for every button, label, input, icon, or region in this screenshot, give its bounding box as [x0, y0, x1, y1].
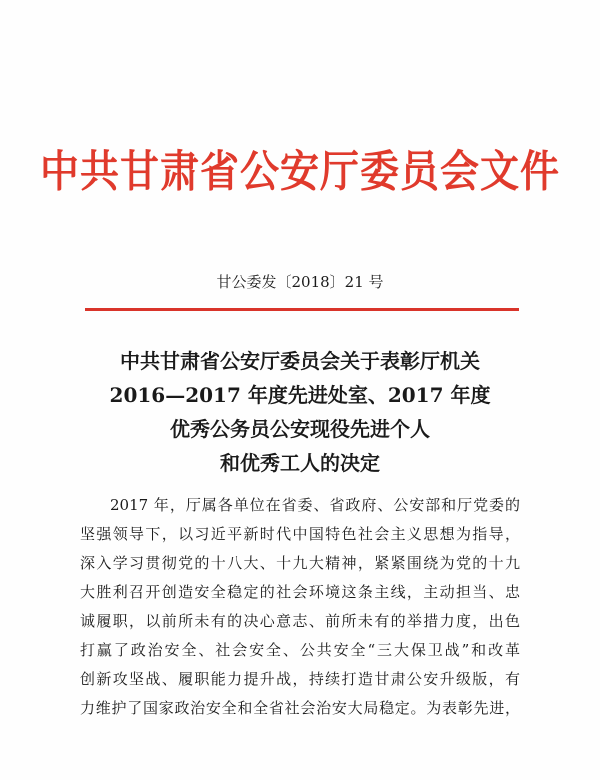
body-line: 2017 年，厅属各单位在省委、省政府、公安部和厅党委的 — [110, 496, 520, 514]
document-number: 甘公委发〔2018〕21 号 — [216, 273, 384, 291]
body-line: 坚强领导下，以习近平新时代中国特色社会主义思想为指导， — [80, 525, 520, 543]
red-separator-line — [85, 308, 519, 311]
title-line: 和优秀工人的决定 — [220, 451, 380, 475]
body-line: 深入学习贯彻党的十八大、十九大精神，紧紧围绕为党的十九 — [80, 554, 520, 572]
body-line: 打赢了政治安全、社会安全、公共安全“三大保卫战”和改革 — [80, 641, 520, 659]
title-line: 优秀公务员公安现役先进个人 — [170, 417, 430, 441]
document-body — [80, 491, 520, 723]
body-line: 大胜利召开创造安全稳定的社会环境这条主线，主动担当、忠 — [80, 583, 520, 601]
document-masthead: 中共甘肃省公安厅委员会文件 — [39, 146, 560, 198]
document-title — [0, 344, 600, 480]
body-line: 诚履职，以前所未有的决心意志、前所未有的举措力度，出色 — [80, 612, 520, 630]
body-line: 力维护了国家政治安全和全省社会治安大局稳定。为表彰先进， — [80, 699, 520, 717]
body-line: 创新攻坚战、履职能力提升战，持续打造甘肃公安升级版，有 — [80, 670, 520, 688]
title-line: 2016—2017 年度先进处室、2017 年度 — [109, 383, 491, 407]
title-line: 中共甘肃省公安厅委员会关于表彰厅机关 — [120, 349, 480, 373]
